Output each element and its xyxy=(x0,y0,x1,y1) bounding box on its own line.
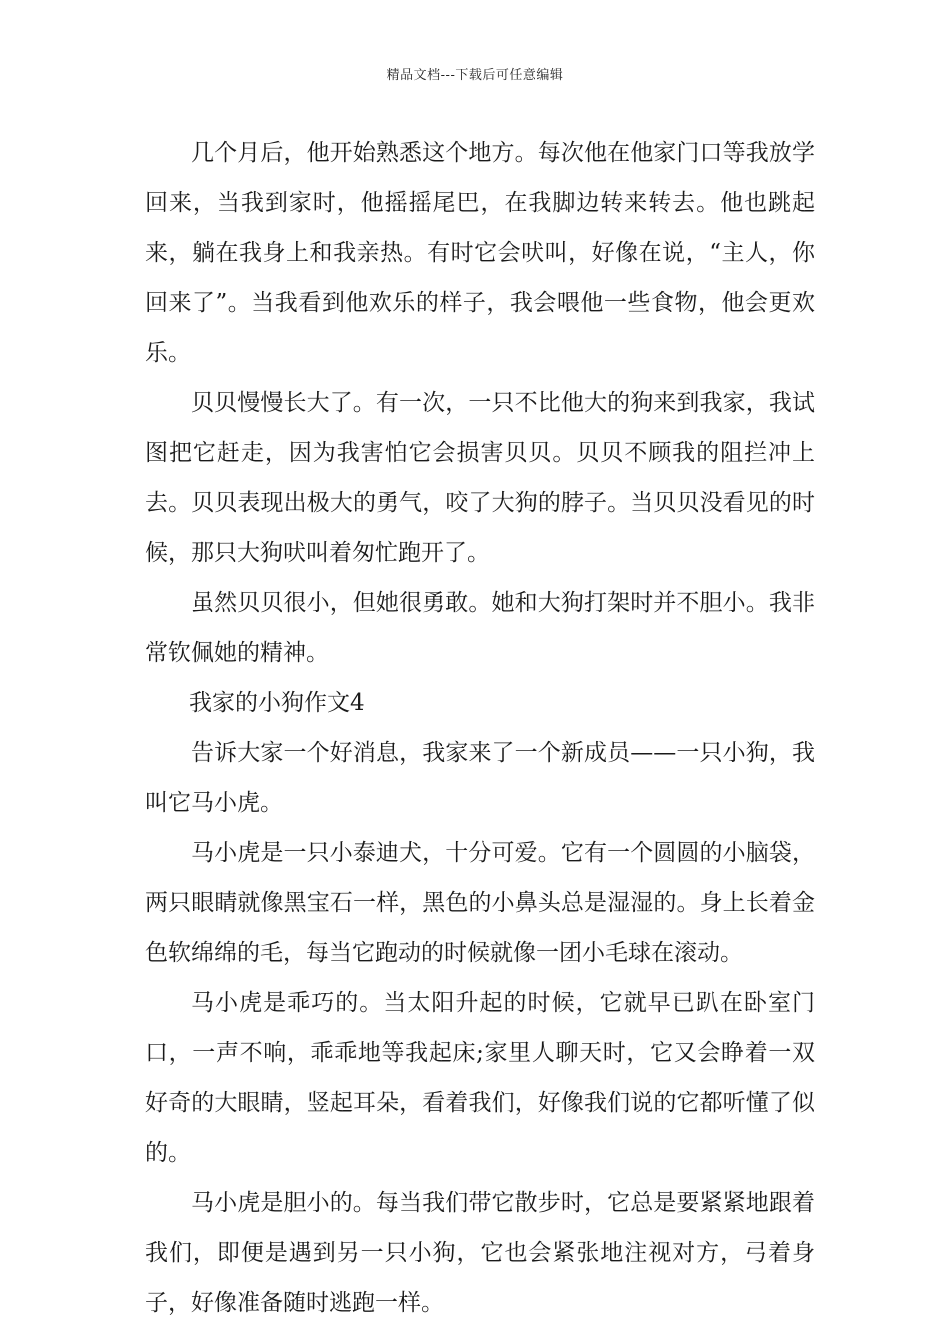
document-body xyxy=(145,128,815,1328)
paragraph-5: 马小虎是一只小泰迪犬，十分可爱。它有一个圆圆的小脑袋，两只眼睛就像黑宝石一样，黑色的小鼻头总是湿湿的。身上长着金色软绵绵的毛，每当它跑动的时候就像一团小毛球在滚动。 xyxy=(145,840,815,966)
page-header: 精品文档---下载后可任意编辑 xyxy=(386,68,564,83)
section-title: 我家的小狗作文4 xyxy=(189,690,365,716)
paragraph-6: 马小虎是乖巧的。当太阳升起的时候，它就早已趴在卧室门口，一声不响，乖乖地等我起床;家里人聊天时，它又会睁着一双好奇的大眼睛，竖起耳朵，看着我们，好像我们说的它都听懂了似的。 xyxy=(145,990,815,1166)
paragraph-1: 几个月后，他开始熟悉这个地方。每次他在他家门口等我放学回来，当我到家时，他摇摇尾巴，在我脚边转来转去。他也跳起来，躺在我身上和我亲热。有时它会吠叫，好像在说，“主人，你回来了”。当我看到他欢乐的样子，我会喂他一些食物，他会更欢乐。 xyxy=(145,140,815,366)
paragraph-7: 马小虎是胆小的。每当我们带它散步时，它总是要紧紧地跟着我们，即便是遇到另一只小狗，它也会紧张地注视对方，弓着身子，好像准备随时逃跑一样。 xyxy=(145,1190,815,1316)
paragraph-4: 告诉大家一个好消息，我家来了一个新成员——一只小狗，我叫它马小虎。 xyxy=(145,740,815,816)
paragraph-2: 贝贝慢慢长大了。有一次，一只不比他大的狗来到我家，我试图把它赶走，因为我害怕它会损害贝贝。贝贝不顾我的阻拦冲上去。贝贝表现出极大的勇气，咬了大狗的脖子。当贝贝没看见的时候，那只大狗吠叫着匆忙跑开了。 xyxy=(145,390,815,566)
paragraph-3: 虽然贝贝很小，但她很勇敢。她和大狗打架时并不胆小。我非常钦佩她的精神。 xyxy=(145,590,815,666)
